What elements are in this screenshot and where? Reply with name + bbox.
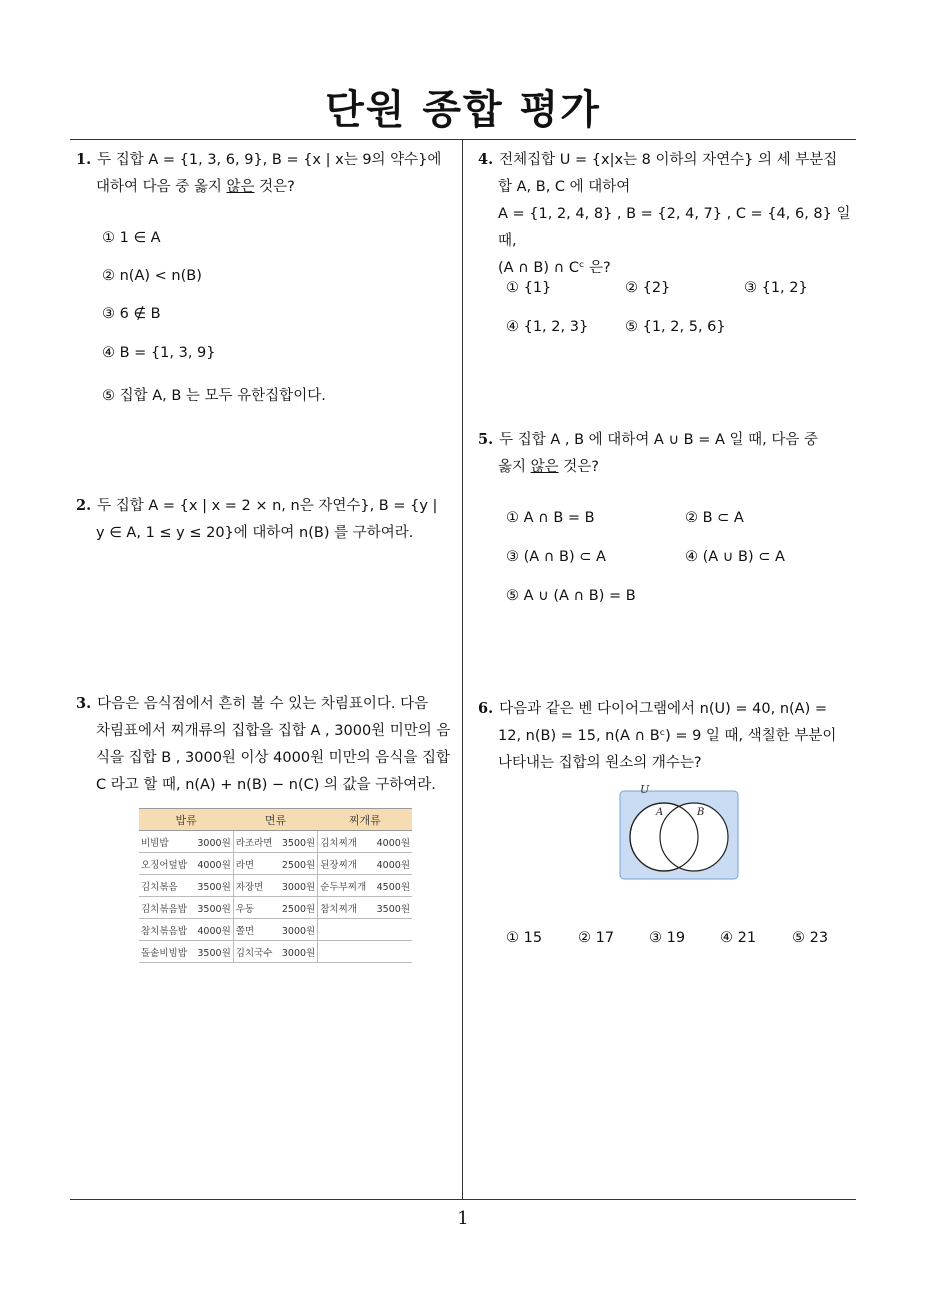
table-cell [233,919,317,941]
question-number: 4. [478,151,494,168]
question-text: 두 집합 A = {x | x = 2 × n, n은 자연수}, B = {y | [97,498,438,514]
question-text: 12, n(B) = 15, n(A ∩ Bᶜ) = 9 일 때, 색칠한 부분이 [498,728,837,744]
menu-item-name: 된장찌개 [320,859,357,871]
question-text: 합 A, B, C 에 대하여 [498,179,631,195]
table-row [139,853,412,875]
table-cell [139,941,233,963]
table-cell [139,853,233,875]
question-4 [478,146,858,282]
q6-option-1[interactable]: ① 15 [506,930,543,946]
page-title: 단원 종합 평가 [325,87,601,133]
q1-option-5[interactable]: ⑤ 집합 A, B 는 모두 유한집합이다. [102,388,326,404]
column-header: 면류 [233,809,317,831]
table-row [139,897,412,919]
menu-item-price: 3000원 [281,881,316,893]
table-cell [139,919,233,941]
table-cell [318,875,412,897]
menu-item-name: 참치찌개 [320,903,357,915]
venn-set-a-label: A [656,807,664,818]
menu-item-name: 참치볶음밥 [141,925,187,937]
column-header: 밥류 [139,809,233,831]
question-number: 2. [76,497,92,514]
menu-item-name: 비빔밥 [141,837,169,849]
menu-item-name: 라면 [235,859,255,871]
q1-option-3[interactable]: ③ 6 ∉ B [102,306,161,322]
question-text: 것은? [558,459,599,475]
question-text: 옳지 [498,459,531,475]
q1-option-4[interactable]: ④ B = {1, 3, 9} [102,345,216,361]
table-cell [318,853,412,875]
column-header: 찌개류 [318,809,412,831]
menu-item-price: 3000원 [281,947,316,959]
q4-option-4[interactable]: ④ {1, 2, 3} [506,319,589,335]
q1-option-2[interactable]: ② n(A) < n(B) [102,268,202,284]
menu-item-price: 4000원 [376,837,410,849]
question-text: 다음과 같은 벤 다이어그램에서 n(U) = 40, n(A) = [499,701,828,717]
table-row [139,875,412,897]
menu-item-price: 4500원 [376,881,410,893]
venn-set-b-label: B [697,807,705,818]
menu-item-price: 3500원 [376,903,410,915]
question-number: 6. [478,700,494,717]
menu-item-price: 3000원 [197,837,231,849]
question-3 [76,690,461,799]
q4-option-2[interactable]: ② {2} [625,280,671,296]
q6-option-2[interactable]: ② 17 [578,930,615,946]
menu-item-name: 오징어덮밥 [141,859,187,871]
table-cell [318,941,412,963]
question-2 [76,492,461,547]
question-1 [76,146,461,201]
table-row [139,941,412,963]
question-text: 두 집합 A = {1, 3, 6, 9}, B = {x | x는 9의 약수}에 [97,152,442,168]
q6-option-4[interactable]: ④ 21 [720,930,757,946]
menu-item-name: 라조라면 [235,837,273,849]
question-text: (A ∩ B) ∩ Cᶜ 은? [498,260,611,276]
table-cell [318,897,412,919]
q5-option-3[interactable]: ③ (A ∩ B) ⊂ A [506,549,606,565]
menu-item-name: 김치볶음 [141,881,178,893]
q6-option-3[interactable]: ③ 19 [649,930,686,946]
question-text: C 라고 할 때, n(A) + n(B) − n(C) 의 값을 구하여라. [96,777,436,793]
page-number: 1 [457,1208,469,1229]
venn-universe-label: U [640,783,650,796]
question-text: 나타내는 집합의 원소의 개수는? [498,755,702,771]
table-cell [318,831,412,853]
table-row [139,831,412,853]
question-text: 식을 집합 B , 3000원 이상 4000원 미만의 음식을 집합 [96,750,450,766]
question-text: 것은? [254,179,295,195]
question-text: 두 집합 A , B 에 대하여 A ∪ B = A 일 때, 다음 중 [499,432,818,448]
menu-item-price: 3500원 [197,903,231,915]
top-rule [70,139,856,140]
q1-option-1[interactable]: ① 1 ∈ A [102,230,161,246]
question-5 [478,426,858,481]
question-6 [478,695,858,777]
q5-option-1[interactable]: ① A ∩ B = B [506,510,595,526]
underlined-text: 않은 [530,459,559,475]
table-cell [139,831,233,853]
q5-option-5[interactable]: ⑤ A ∪ (A ∩ B) = B [506,588,636,604]
table-cell [233,853,317,875]
q5-option-2[interactable]: ② B ⊂ A [685,510,744,526]
table-cell [233,875,317,897]
q4-option-5[interactable]: ⑤ {1, 2, 5, 6} [625,319,726,335]
table-row [139,919,412,941]
table-cell [233,897,317,919]
table-cell [139,897,233,919]
menu-item-price: 4000원 [376,859,410,871]
underlined-text: 않은 [226,179,255,195]
table-cell [233,831,317,853]
question-text: y ∈ A, 1 ≤ y ≤ 20}에 대하여 n(B) 를 구하여라. [96,525,414,541]
q4-option-3[interactable]: ③ {1, 2} [744,280,808,296]
menu-item-name: 김치찌개 [320,837,357,849]
menu-item-price: 3000원 [281,925,316,937]
table-cell [318,919,412,941]
table-cell [139,875,233,897]
column-divider [462,140,463,1200]
menu-item-name: 쫄면 [235,925,255,937]
q5-option-4[interactable]: ④ (A ∪ B) ⊂ A [685,549,785,565]
menu-item-price: 3500원 [281,837,316,849]
menu-item-name: 김치볶음밥 [141,903,187,915]
venn-diagram [618,783,742,883]
question-number: 3. [76,695,92,712]
menu-item-name: 우동 [235,903,255,915]
menu-item-price: 2500원 [281,859,316,871]
menu-item-price: 3500원 [197,881,231,893]
q4-option-1[interactable]: ① {1} [506,280,552,296]
menu-item-name: 순두부찌개 [320,881,367,893]
table-cell [233,941,317,963]
menu-item-name: 김치국수 [235,947,273,959]
question-text: 다음은 음식점에서 흔히 볼 수 있는 차림표이다. 다음 [97,696,429,712]
question-text: 대하여 다음 중 옳지 [96,179,227,195]
question-number: 5. [478,431,494,448]
question-text: 차림표에서 찌개류의 집합을 집합 A , 3000원 미만의 음 [96,723,451,739]
menu-item-price: 4000원 [197,925,231,937]
venn-set-b [660,803,728,871]
bottom-rule [70,1199,856,1200]
menu-item-price: 2500원 [281,903,316,915]
question-text: A = {1, 2, 4, 8} , B = {2, 4, 7} , C = {4, 6, 8} 일 때, [498,206,851,249]
menu-item-name: 자장면 [235,881,264,893]
menu-item-price: 4000원 [197,859,231,871]
menu-table [139,808,412,963]
question-text: 전체집합 U = {x|x는 8 이하의 자연수} 의 세 부분집 [499,152,838,168]
question-number: 1. [76,151,92,168]
menu-item-name: 돌솥비빔밥 [141,947,187,959]
menu-item-price: 3500원 [197,947,231,959]
q6-option-5[interactable]: ⑤ 23 [792,930,829,946]
